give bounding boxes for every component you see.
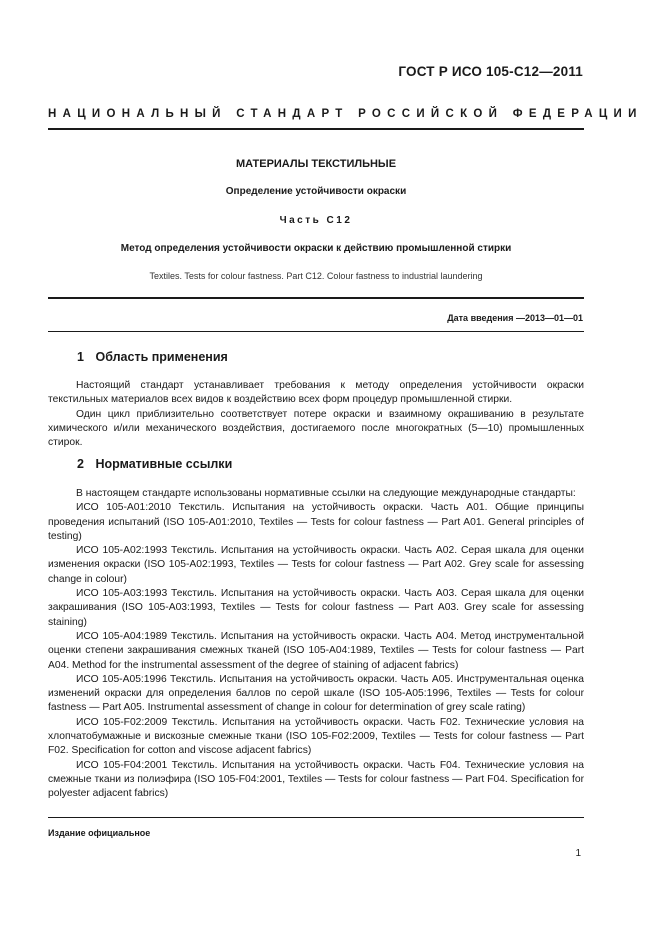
document-subtitle: Определение устойчивости окраски (225, 186, 407, 197)
footer-rule (48, 817, 584, 818)
section-1-heading (77, 350, 228, 364)
document-part: Часть С12 (279, 215, 353, 226)
section-2-heading (77, 457, 232, 471)
section-2-body (48, 487, 584, 802)
date-rule (48, 331, 584, 332)
reference-item: ИСО 105-А02:1993 Текстиль. Испытания на устойчивость окраски. Часть А02. Серая шкала для оценки изменения окраски (ISO 105-A02:1993, Textiles — Tests for colour fastness — Part A02. Grey scale for assessing change in colour) (48, 545, 584, 585)
reference-item: ИСО 105-F04:2001 Текстиль. Испытания на устойчивость окраски. Часть F04. Технические условия на смежные ткани из полиэфира (ISO 105-F04:2001, Textiles — Tests for colour fastness — Part F04. Specification for polyester adjacent fabrics) (48, 759, 584, 800)
english-title: Textiles. Tests for colour fastness. Part C12. Colour fastness to industrial laundering (149, 271, 483, 281)
method-title: Метод определения устойчивости окраски к действию промышленной стирки (120, 243, 512, 254)
reference-item: ИСО 105-А01:2010 Текстиль. Испытания на устойчивость окраски. Часть А01. Общие принципы проведения испытаний (ISO 105-A01:2010, Textiles — Tests for colour fastness — Part A01. General principles of testing) (48, 502, 584, 542)
document-number: ГОСТ Р ИСО 105-С12—2011 (398, 64, 583, 79)
page-number: 1 (575, 848, 581, 859)
national-standard-header: НАЦИОНАЛЬНЫЙ СТАНДАРТ РОССИЙСКОЙ ФЕДЕРАЦИИ (48, 108, 643, 120)
section-2-title: Нормативные ссылки (95, 457, 233, 471)
paragraph: В настоящем стандарте использованы нормативные ссылки на следующие международные стандарты: (76, 488, 576, 499)
reference-item: ИСО 105-F02:2009 Текстиль. Испытания на устойчивость окраски. Часть F02. Технические условия на хлопчатобумажные и вискозные смежные ткани (ISO 105-F02:2009, Textiles — Tests for colour fastness — Part F02. Specification for cotton and viscose adjacent fabrics) (48, 716, 584, 757)
section-2-number: 2 (77, 457, 84, 471)
paragraph: Один цикл приблизительно соответствует потере окраски и взаимному окрашиванию в результате химического и/или механического воздействия, достигаемого после многократных (5—10) промышленных стирок. (48, 408, 584, 449)
reference-item: ИСО 105-А04:1989 Текстиль. Испытания на устойчивость окраски. Часть А04. Метод инструментальной оценки степени закрашивания смежных тканей (ISO 105-A04:1989, Textiles — Tests for colour fastness — Part A04. Method for the instrumental assessment of the degree of staining of adjacent fabrics) (48, 630, 584, 671)
document-title: МАТЕРИАЛЫ ТЕКСТИЛЬНЫЕ (235, 158, 397, 170)
introduction-date: Дата введения —2013—01—01 (447, 313, 583, 323)
title-block-rule (48, 297, 584, 299)
section-1-number: 1 (77, 350, 84, 364)
header-rule (48, 128, 584, 130)
reference-item: ИСО 105-А03:1993 Текстиль. Испытания на устойчивость окраски. Часть А03. Серая шкала для оценки закрашивания (ISO 105-A03:1993, Textiles — Tests for colour fastness — Part A03. Grey scale for assessing staining) (48, 588, 584, 628)
paragraph: Настоящий стандарт устанавливает требования к методу определения устойчивости окраски текстильных материалов всех видов к воздействию всех форм процедур промышленной стирки. (48, 380, 584, 406)
official-edition-label: Издание официальное (48, 828, 151, 838)
section-1-body (48, 379, 584, 450)
section-1-title: Область применения (95, 350, 228, 364)
reference-item: ИСО 105-А05:1996 Текстиль. Испытания на устойчивость окраски. Часть А05. Инструментальная оценка изменений окраски для определения баллов по серой шкале (ISO 105-A05:1996, Textiles — Tests for colour fastness — Part A05. Instrumental assessment of change in colour for determination of grey scale rating) (48, 673, 584, 714)
